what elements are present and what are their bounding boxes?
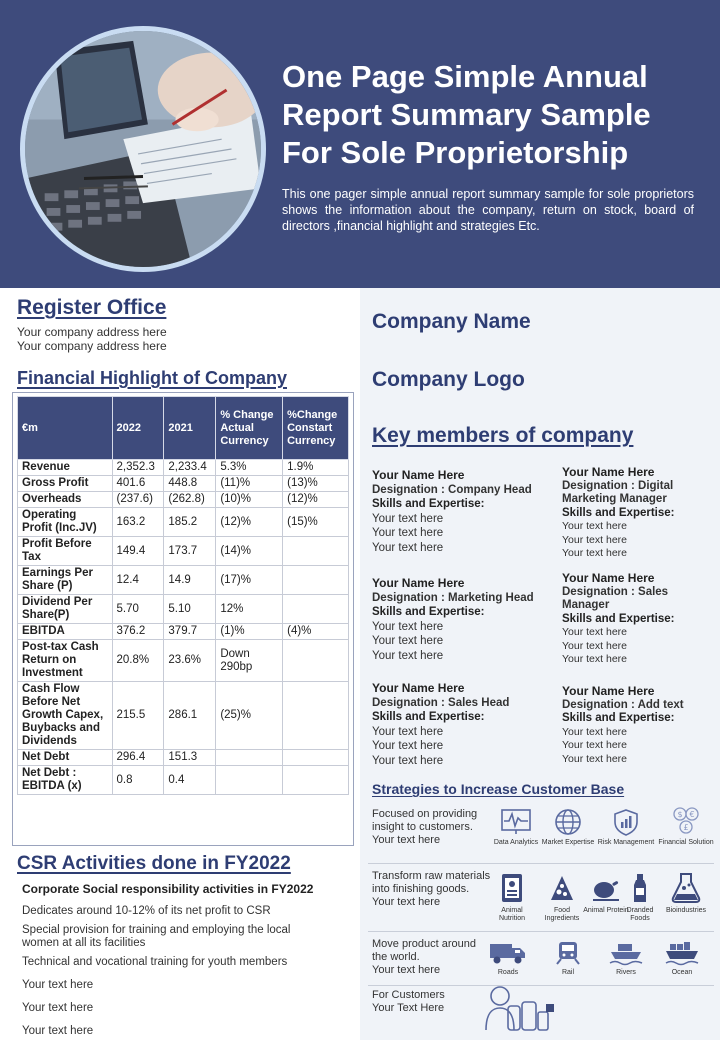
icon-label: Risk Management bbox=[597, 839, 655, 846]
icon-label: Animal Nutrition bbox=[498, 907, 526, 922]
csr-item: Your text here bbox=[22, 1025, 94, 1037]
value-cell bbox=[216, 750, 283, 766]
globe-icon bbox=[553, 808, 583, 836]
row-label-cell: Earnings Per Share (P) bbox=[18, 566, 113, 595]
value-cell: 163.2 bbox=[112, 508, 164, 537]
value-cell: (262.8) bbox=[164, 492, 216, 508]
member-designation: Designation : Company Head bbox=[372, 483, 532, 496]
table-row bbox=[18, 595, 349, 624]
header-cell: % Change Actual Currency bbox=[216, 397, 283, 460]
right-column bbox=[360, 288, 720, 1040]
svg-text:€: € bbox=[689, 810, 695, 819]
member-name: Your Name Here bbox=[562, 684, 655, 698]
icon-label: Rail bbox=[561, 969, 575, 976]
strategy-text bbox=[372, 938, 484, 977]
strategy-desc: Transform raw materials into finishing goods. bbox=[372, 870, 491, 895]
value-cell: 173.7 bbox=[164, 537, 216, 566]
member-text: Your text here bbox=[562, 547, 627, 559]
icon-label: Bioindustries bbox=[665, 907, 707, 914]
customers-group-icon bbox=[484, 984, 556, 1034]
member-designation: Designation : Marketing Head bbox=[372, 591, 534, 604]
member-text: Your text here bbox=[372, 725, 444, 738]
value-cell: 0.4 bbox=[164, 766, 216, 795]
member-text: Your text here bbox=[562, 626, 627, 638]
value-cell bbox=[283, 537, 349, 566]
member-card bbox=[562, 466, 712, 561]
ocean-item bbox=[652, 940, 712, 977]
roads-item bbox=[478, 940, 538, 977]
value-cell: 286.1 bbox=[164, 682, 216, 750]
left-column bbox=[0, 288, 360, 1040]
member-designation: Designation : Digital Marketing Manager bbox=[562, 479, 674, 505]
strategy-desc: For Customers bbox=[372, 989, 445, 1001]
value-cell: 448.8 bbox=[164, 476, 216, 492]
csr-item: Your text here bbox=[22, 1002, 94, 1014]
strategy-desc: Move product around the world. bbox=[372, 938, 476, 963]
shield-chart-icon bbox=[612, 808, 640, 836]
icon-label: Dranded Foods bbox=[626, 907, 654, 922]
value-cell: 379.7 bbox=[164, 624, 216, 640]
member-card bbox=[562, 572, 712, 667]
value-cell: 5.3% bbox=[216, 460, 283, 476]
member-designation: Designation : Add text bbox=[562, 698, 684, 711]
value-cell: (12)% bbox=[283, 492, 349, 508]
icon-label: Financial Solution bbox=[658, 839, 714, 846]
value-cell: (4)% bbox=[283, 624, 349, 640]
food-ingredients-item bbox=[538, 872, 586, 923]
rivers-item bbox=[596, 940, 656, 977]
value-cell: 14.9 bbox=[164, 566, 216, 595]
strategy-row bbox=[368, 934, 714, 986]
icon-label: Rivers bbox=[616, 969, 636, 976]
value-cell: 376.2 bbox=[112, 624, 164, 640]
table-row bbox=[18, 476, 349, 492]
header-photo bbox=[20, 26, 266, 272]
financial-highlight-title: Financial Highlight of Company bbox=[17, 368, 287, 388]
strategy-row bbox=[368, 988, 714, 1038]
member-name: Your Name Here bbox=[562, 465, 655, 479]
strategy-text bbox=[372, 989, 498, 1015]
member-card bbox=[372, 468, 552, 555]
value-cell: 0.8 bbox=[112, 766, 164, 795]
currency-coins-icon bbox=[671, 806, 701, 836]
member-card bbox=[562, 685, 712, 766]
row-label-cell: Overheads bbox=[18, 492, 113, 508]
row-label-cell: EBITDA bbox=[18, 624, 113, 640]
strategy-sub: Your Text Here bbox=[372, 1002, 445, 1014]
value-cell: 149.4 bbox=[112, 537, 164, 566]
value-cell bbox=[283, 640, 349, 682]
register-office-title: Register Office bbox=[17, 296, 167, 319]
table-row bbox=[18, 750, 349, 766]
bioindustries-item bbox=[658, 870, 714, 915]
member-text: Your text here bbox=[372, 649, 444, 662]
value-cell bbox=[216, 766, 283, 795]
animal-nutrition-item bbox=[488, 872, 536, 923]
value-cell: 215.5 bbox=[112, 682, 164, 750]
icon-label: Roads bbox=[497, 969, 519, 976]
member-skills: Skills and Expertise: bbox=[562, 612, 675, 625]
page-title: One Page Simple Annual Report Summary Sample For Sole Proprietorship bbox=[282, 59, 651, 170]
row-label-cell: Dividend Per Share(P) bbox=[18, 595, 113, 624]
member-text: Your text here bbox=[372, 635, 444, 647]
svg-text:£: £ bbox=[683, 823, 689, 832]
data-analytics-icon bbox=[500, 808, 532, 836]
flask-leaf-icon bbox=[669, 870, 703, 904]
member-name: Your Name Here bbox=[372, 468, 465, 482]
member-skills: Skills and Expertise: bbox=[372, 711, 485, 723]
value-cell: Down 290bp bbox=[216, 640, 283, 682]
strategy-sub: Your text here bbox=[372, 834, 441, 846]
table-row bbox=[18, 492, 349, 508]
train-icon bbox=[554, 940, 582, 966]
value-cell: (10)% bbox=[216, 492, 283, 508]
bottle-icon bbox=[630, 872, 650, 904]
member-skills: Skills and Expertise: bbox=[562, 506, 675, 519]
table-row bbox=[18, 682, 349, 750]
value-cell: (15)% bbox=[283, 508, 349, 537]
value-cell: (14)% bbox=[216, 537, 283, 566]
member-text: Your text here bbox=[562, 725, 627, 738]
table-row bbox=[18, 508, 349, 537]
member-text: Your text here bbox=[372, 754, 444, 767]
value-cell: 2,352.3 bbox=[112, 460, 164, 476]
member-text: Your text here bbox=[372, 740, 444, 752]
ferry-icon bbox=[608, 940, 644, 966]
icon-label: Market Expertise bbox=[541, 839, 595, 846]
value-cell: 185.2 bbox=[164, 508, 216, 537]
csr-title: CSR Activities done in FY2022 bbox=[17, 853, 291, 874]
member-text: Your text here bbox=[562, 533, 627, 546]
icon-label: Animal Protein bbox=[583, 907, 629, 914]
member-text: Your text here bbox=[562, 520, 627, 532]
value-cell: 1.9% bbox=[283, 460, 349, 476]
value-cell: 23.6% bbox=[164, 640, 216, 682]
truck-icon bbox=[488, 940, 528, 966]
company-logo: Company Logo bbox=[372, 368, 525, 391]
value-cell: (25)% bbox=[216, 682, 283, 750]
row-label-cell: Profit Before Tax bbox=[18, 537, 113, 566]
member-card bbox=[372, 681, 552, 768]
value-cell bbox=[283, 595, 349, 624]
strategy-text bbox=[372, 870, 494, 909]
svg-text:$: $ bbox=[677, 810, 683, 819]
header-banner bbox=[0, 0, 720, 288]
nutrition-box-icon bbox=[499, 872, 525, 904]
row-label-cell: Cash Flow Before Net Growth Capex, Buybacks and Dividends bbox=[18, 682, 113, 750]
header-cell: €m bbox=[18, 397, 113, 460]
member-skills: Skills and Expertise: bbox=[562, 712, 675, 724]
table-row bbox=[18, 566, 349, 595]
value-cell: 2,233.4 bbox=[164, 460, 216, 476]
csr-item: Your text here bbox=[22, 979, 94, 991]
member-name: Your Name Here bbox=[372, 681, 465, 695]
value-cell: 20.8% bbox=[112, 640, 164, 682]
table-row bbox=[18, 537, 349, 566]
market-expertise-item bbox=[538, 808, 598, 847]
rail-item bbox=[538, 940, 598, 977]
pizza-slice-icon bbox=[547, 872, 577, 904]
member-skills: Skills and Expertise: bbox=[372, 606, 485, 618]
icon-label: Data Analytics bbox=[493, 839, 539, 846]
value-cell: 5.70 bbox=[112, 595, 164, 624]
member-name: Your Name Here bbox=[372, 576, 465, 590]
value-cell: 296.4 bbox=[112, 750, 164, 766]
header-cell: %Change Constart Currency bbox=[283, 397, 349, 460]
value-cell bbox=[283, 682, 349, 750]
value-cell: (11)% bbox=[216, 476, 283, 492]
member-designation: Designation : Sales Manager bbox=[562, 585, 669, 611]
table-row bbox=[18, 624, 349, 640]
value-cell: (13)% bbox=[283, 476, 349, 492]
row-label-cell: Net Debt bbox=[18, 750, 113, 766]
value-cell: 12% bbox=[216, 595, 283, 624]
financial-solution-item bbox=[656, 806, 716, 847]
strategy-sub: Your text here bbox=[372, 896, 441, 908]
value-cell: (12)% bbox=[216, 508, 283, 537]
value-cell: 151.3 bbox=[164, 750, 216, 766]
data-analytics-item bbox=[486, 808, 546, 847]
member-name: Your Name Here bbox=[562, 571, 655, 585]
table-row bbox=[18, 460, 349, 476]
office-desk-illustration bbox=[25, 31, 261, 267]
company-name: Company Name bbox=[372, 310, 531, 333]
member-text: Your text here bbox=[562, 739, 627, 751]
strategies-title: Strategies to Increase Customer Base bbox=[372, 781, 625, 797]
value-cell: 401.6 bbox=[112, 476, 164, 492]
value-cell bbox=[283, 750, 349, 766]
member-card bbox=[372, 576, 552, 663]
member-text: Your text here bbox=[372, 620, 444, 633]
value-cell: 12.4 bbox=[112, 566, 164, 595]
strategy-desc: Focused on providing insight to customers. bbox=[372, 808, 478, 833]
icon-label: Food Ingredients bbox=[544, 907, 580, 922]
strategy-sub: Your text here bbox=[372, 964, 441, 976]
member-skills: Skills and Expertise: bbox=[372, 498, 485, 510]
address-line-1: Your company address here bbox=[17, 325, 167, 339]
value-cell: (1)% bbox=[216, 624, 283, 640]
cargo-ship-icon bbox=[664, 940, 700, 966]
value-cell bbox=[283, 566, 349, 595]
csr-heading: Corporate Social responsibility activities in FY2022 bbox=[22, 882, 314, 896]
value-cell: (237.6) bbox=[112, 492, 164, 508]
row-label-cell: Net Debt : EBITDA (x) bbox=[18, 766, 113, 795]
table-header-row bbox=[18, 397, 349, 460]
table-row bbox=[18, 640, 349, 682]
icon-label: Ocean bbox=[671, 969, 693, 976]
csr-list bbox=[22, 882, 352, 1040]
risk-management-item bbox=[596, 808, 656, 847]
address-line-2: Your company address here bbox=[17, 339, 167, 353]
page-subtitle: This one pager simple annual report summary sample for sole proprietors shows the information about the company, return on stock, board of directors ,financial highlight and strategies Etc. bbox=[282, 187, 694, 233]
csr-item: Technical and vocational training for youth members bbox=[22, 956, 288, 968]
value-cell bbox=[283, 766, 349, 795]
member-text: Your text here bbox=[562, 639, 627, 652]
member-text: Your text here bbox=[562, 653, 627, 665]
header-cell: 2022 bbox=[112, 397, 164, 460]
branded-foods-item bbox=[618, 872, 662, 923]
strategy-text bbox=[372, 808, 498, 847]
table-row bbox=[18, 766, 349, 795]
row-label-cell: Operating Profit (Inc.JV) bbox=[18, 508, 113, 537]
csr-item: Special provision for training and employing the local women at all its facilities bbox=[22, 924, 291, 949]
strategy-row bbox=[368, 866, 714, 932]
member-text: Your text here bbox=[562, 752, 627, 765]
financial-table bbox=[17, 396, 349, 795]
key-members-title: Key members of company bbox=[372, 424, 634, 447]
member-text: Your text here bbox=[372, 512, 444, 525]
value-cell: 5.10 bbox=[164, 595, 216, 624]
header-cell: 2021 bbox=[164, 397, 216, 460]
member-text: Your text here bbox=[372, 541, 444, 554]
member-designation: Designation : Sales Head bbox=[372, 696, 510, 709]
row-label-cell: Post-tax Cash Return on Investment bbox=[18, 640, 113, 682]
csr-item: Dedicates around 10-12% of its net profit to CSR bbox=[22, 905, 271, 917]
member-text: Your text here bbox=[372, 527, 444, 539]
row-label-cell: Revenue bbox=[18, 460, 113, 476]
row-label-cell: Gross Profit bbox=[18, 476, 113, 492]
value-cell: (17)% bbox=[216, 566, 283, 595]
strategy-row bbox=[368, 802, 714, 864]
